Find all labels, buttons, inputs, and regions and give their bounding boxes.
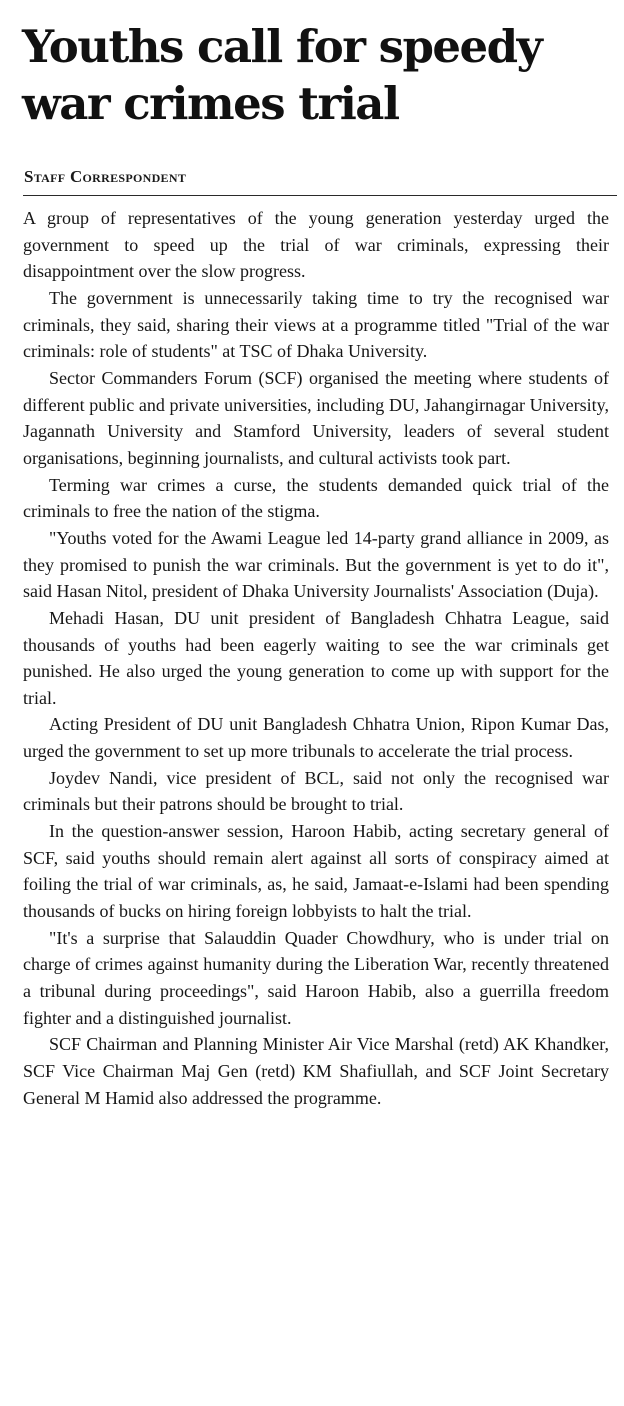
paragraph-6: Mehadi Hasan, DU unit president of Bangladesh Chhatra League, said thousands of youths had been eagerly waiting to see the war criminals get punished. He also urged the young generation to come up with support for the trial. — [23, 607, 609, 708]
byline: Staff Correspondent — [24, 167, 187, 186]
paragraph-10: "It's a surprise that Salauddin Quader Chowdhury, who is under trial on charge of crimes against humanity during the Liberation War, recently threatened a tribunal during proceedings", said Haroon Habib, also a guerrilla freedom fighter and a distinguished journalist. — [23, 927, 609, 1028]
paragraph-5: "Youths voted for the Awami League led 14-party grand alliance in 2009, as they promised to punish the war criminals. But the government is yet to do it", said Hasan Nitol, president of Dhaka University Journalists' Association (Duja). — [23, 527, 609, 602]
paragraph-7: Acting President of DU unit Bangladesh Chhatra Union, Ripon Kumar Das, urged the government to set up more tribunals to accelerate the trial process. — [23, 714, 609, 762]
headline-line-2: war crimes trial — [22, 77, 399, 130]
paragraph-8: Joydev Nandi, vice president of BCL, said not only the recognised war criminals but their patrons should be brought to trial. — [23, 767, 609, 815]
paragraph-1: A group of representatives of the young generation yesterday urged the government to speed up the trial of war criminals, expressing their disappointment over the slow progress. — [23, 208, 609, 282]
paragraph-3: Sector Commanders Forum (SCF) organised the meeting where students of different public and private universities, including DU, Jahangirnagar University, Jagannath University and Stamford University, leaders of several student organisations, beginning journalists, and cultural activists took part. — [23, 367, 609, 468]
paragraph-9: In the question-answer session, Haroon Habib, acting secretary general of SCF, said youths should remain alert against all sorts of conspiracy aimed at foiling the trial of war criminals, as, he said, Jamaat-e-Islami had been spending thousands of bucks on hiring foreign lobbyists to halt the trial. — [23, 821, 609, 922]
article-body — [23, 205, 609, 1111]
paragraph-4: Terming war crimes a curse, the students demanded quick trial of the criminals to free the nation of the stigma. — [23, 474, 609, 522]
headline-line-1: Youths call for speedy — [22, 20, 542, 73]
byline-divider — [23, 195, 617, 196]
headline — [22, 18, 622, 132]
paragraph-2: The government is unnecessarily taking time to try the recognised war criminals, they said, sharing their views at a programme titled "Trial of the war criminals: role of students" at TSC of Dhaka University. — [23, 287, 609, 362]
paragraph-11: SCF Chairman and Planning Minister Air Vice Marshal (retd) AK Khandker, SCF Vice Chairman Maj Gen (retd) KM Shafiullah, and SCF Joint Secretary General M Hamid also addressed the programme. — [23, 1034, 609, 1108]
